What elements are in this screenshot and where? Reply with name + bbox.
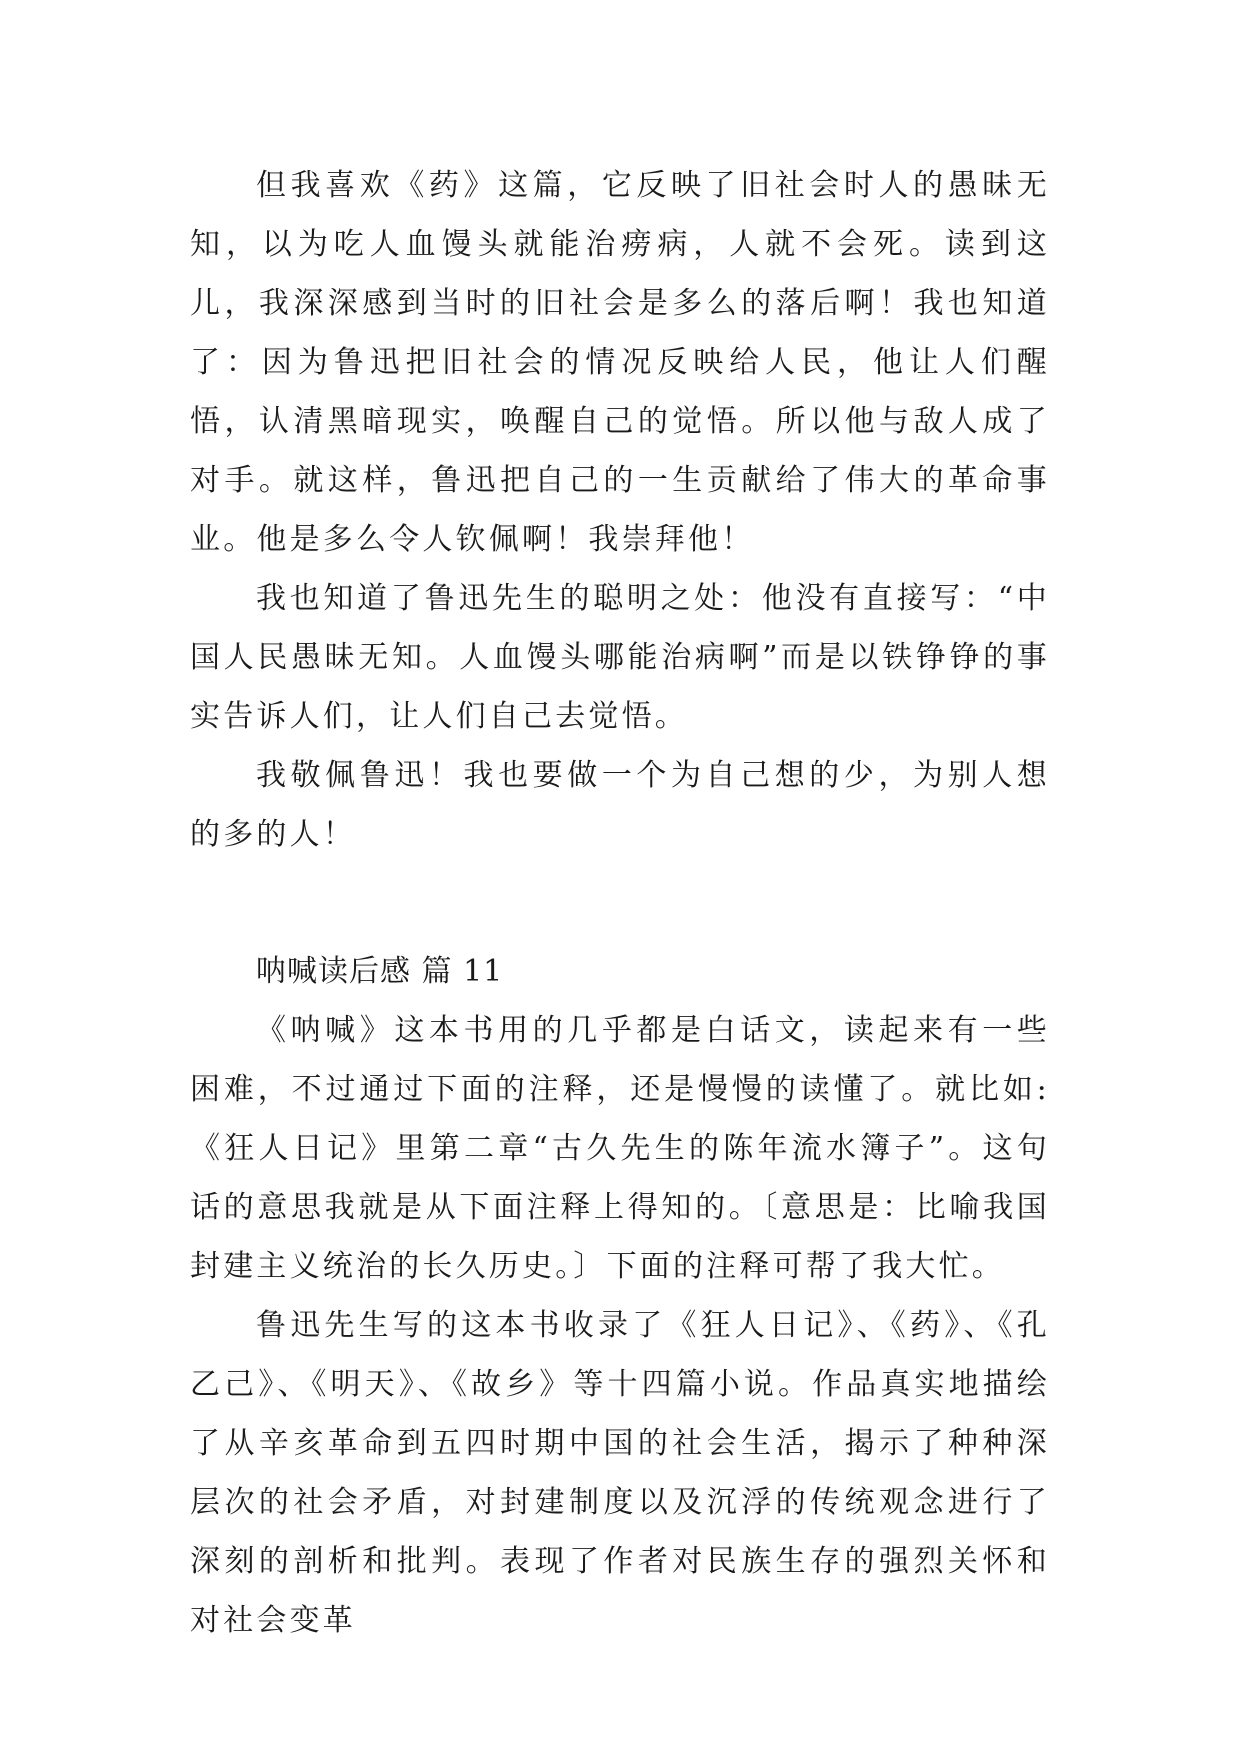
section-heading: 呐喊读后感 篇 11	[256, 954, 504, 989]
paragraph: 我敬佩鲁迅！我也要做一个为自己想的少，为别人想的多的人！	[190, 758, 1050, 852]
paragraph: 《呐喊》这本书用的几乎都是白话文，读起来有一些困难，不过通过下面的注释，还是慢慢的读懂了。就比如:《狂人日记》里第二章“古久先生的陈年流水簿子”。这句话的意思我就是从下面注释上得知的。〔意思是：比喻我国封建主义统治的长久历史。〕下面的注释可帮了我大忙。	[190, 1013, 1050, 1284]
paragraph: 鲁迅先生写的这本书收录了《狂人日记》、《药》、《孔乙己》、《明天》、《故乡》等十四篇小说。作品真实地描绘了从辛亥革命到五四时期中国的社会生活，揭示了种种深层次的社会矛盾，对封建制度以及沉浮的传统观念进行了深刻的剖析和批判。表现了作者对民族生存的强烈关怀和对社会变革	[190, 1308, 1050, 1638]
paragraph: 但我喜欢《药》这篇，它反映了旧社会时人的愚昧无知，以为吃人血馒头就能治痨病，人就不会死。读到这儿，我深深感到当时的旧社会是多么的落后啊！我也知道了：因为鲁迅把旧社会的情况反映给人民，他让人们醒悟，认清黑暗现实，唤醒自己的觉悟。所以他与敌人成了对手。就这样，鲁迅把自己的一生贡献给了伟大的革命事业。他是多么令人钦佩啊！我崇拜他！	[190, 168, 1050, 557]
paragraph: 我也知道了鲁迅先生的聪明之处：他没有直接写：“中国人民愚昧无知。人血馒头哪能治病啊”而是以铁铮铮的事实告诉人们，让人们自己去觉悟。	[190, 581, 1050, 734]
document-body	[190, 156, 1050, 1650]
